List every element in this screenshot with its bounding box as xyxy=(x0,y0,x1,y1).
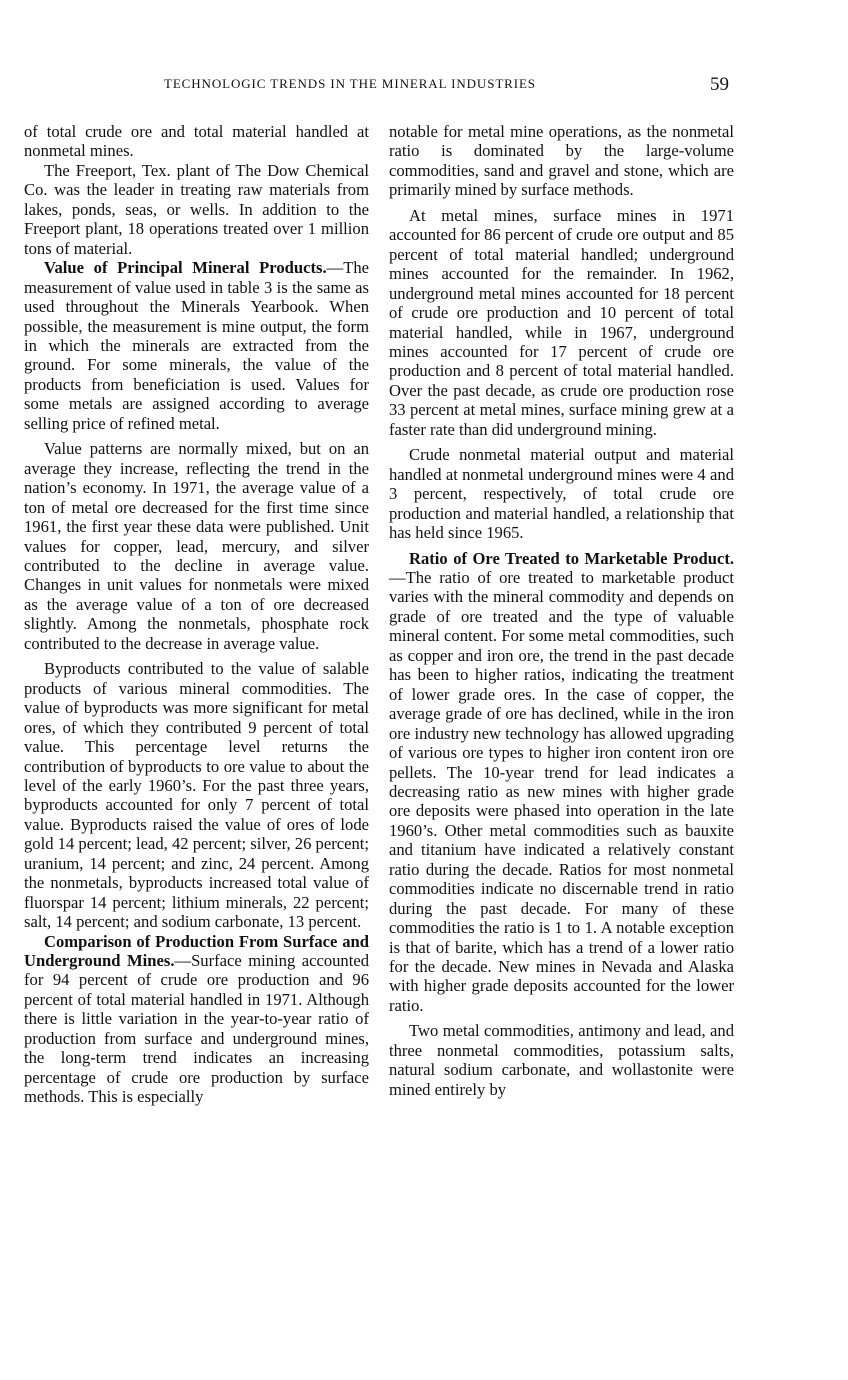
paragraph: notable for metal mine operations, as the nonmetal ratio is dominated by the large-volume commodities, sand and gravel and stone, which are primarily mined by surface methods. xyxy=(389,122,734,200)
paragraph xyxy=(389,549,734,1016)
paragraph: Value patterns are normally mixed, but on an average they increase, reflecting the trend in the nation’s economy. In 1971, the average value of a ton of metal ore decreased for the first time since 1961, the first year these data were published. Unit values for copper, lead, mercury, and silver contributed to the decline in average value. Changes in unit values for nonmetals were mixed as the average value of a ton of ore decreased slightly. Among the nonmetals, phosphate rock contributed to the decrease in average value. xyxy=(24,439,369,653)
section-heading: Ratio of Ore Treated to Marketable Product. xyxy=(409,548,734,568)
paragraph: Byproducts contributed to the value of salable products of various mineral commodities. The value of byproducts was more significant for metal ores, of which they contributed 9 percent of total value. This percentage level returns the contribution of byproducts to ore value to about the level of the early 1960’s. For the past three years, byproducts accounted for only 7 percent of total value. Byproducts raised the value of ores of lode gold 14 percent; lead, 42 percent; silver, 26 percent; uranium, 14 percent; and zinc, 24 percent. Among the nonmetals, byproducts increased total value of fluorspar 14 percent; lithium minerals, 22 percent; salt, 14 percent; and sodium carbonate, 13 percent. xyxy=(24,659,369,932)
page-number: 59 xyxy=(710,74,729,95)
paragraph: Two metal commodities, antimony and lead, and three nonmetal commodities, potassium salts, natural sodium carbonate, and wollastonite were mined entirely by xyxy=(389,1021,734,1099)
paragraph-text: —The ratio of ore treated to marketable product varies with the mineral commodity and depends on grade of ore treated and the type of valuable mineral content. For some metal commodities, such as copper and iron ore, the trend in the past decade has been to higher ratios, indicating the treatment of lower grade ores. In the case of copper, the average grade of ore has declined, while in the iron ore industry new technology has allowed upgrading of various ore types to higher iron content iron ore pellets. The 10-year trend for lead indicates a decreasing ratio as new mines with higher grade ore deposits were phased into operation in the late 1960’s. Other metal commodities such as bauxite and titanium have indicated a relatively constant ratio during the decade. Ratios for most nonmetal commodities indicate no discernable trend in ratio during the past decade. For many of these commodities the ratio is 1 to 1. A notable exception is that of barite, which has a trend of a lower ratio for the decade. New mines in Nevada and Alaska with higher grade deposits accounted for the lower ratio. xyxy=(389,567,734,1015)
paragraph: The Freeport, Tex. plant of The Dow Chemical Co. was the leader in treating raw materials from lakes, ponds, seas, or wells. In addition to the Freeport plant, 18 operations treated over 1 million tons of material. xyxy=(24,160,369,258)
left-column xyxy=(24,122,369,1107)
paragraph-text: —Surface mining accounted for 94 percent of crude ore production and 96 percent of total material handled in 1971. Although there is little variation in the year-to-year ratio of production from surface and underground mines, the long-term trend indicates an increasing percentage of crude ore production by surface methods. This is especially xyxy=(24,951,370,1107)
paragraph xyxy=(24,258,369,433)
paragraph: At metal mines, surface mines in 1971 accounted for 86 percent of crude ore output and 85 percent of total material handled; underground mines accounted for the remainder. In 1962, underground metal mines accounted for 18 percent of crude ore production and 10 percent of total material handled, while in 1967, underground mines accounted for 17 percent of crude ore production and 8 percent of total material handled. Over the past decade, as crude ore production rose 33 percent at metal mines, surface mining grew at a faster rate than did underground mining. xyxy=(389,205,734,439)
section-heading: Comparison of Production From Surface and Underground Mines. xyxy=(24,931,369,971)
paragraph: of total crude ore and total material handled at nonmetal mines. xyxy=(24,122,369,161)
paragraph xyxy=(24,932,369,1107)
section-heading: Value of Principal Mineral Products. xyxy=(44,258,327,278)
right-column xyxy=(389,122,734,1099)
paragraph-text: —The measurement of value used in table 3 is the same as used throughout the Minerals Yearbook. When possible, the measurement is mine output, the form in which the minerals are extracted from the ground. For some minerals, the value of the products from beneficiation is used. Values for some metals are assigned according to average selling price of refined metal. xyxy=(24,258,369,433)
running-head: TECHNOLOGIC TRENDS IN THE MINERAL INDUSTRIES xyxy=(164,76,536,91)
paragraph: Crude nonmetal material output and material handled at nonmetal underground mines were 4 and 3 percent, respectively, of total crude ore production and material handled, a relationship that has held since 1965. xyxy=(389,445,734,543)
